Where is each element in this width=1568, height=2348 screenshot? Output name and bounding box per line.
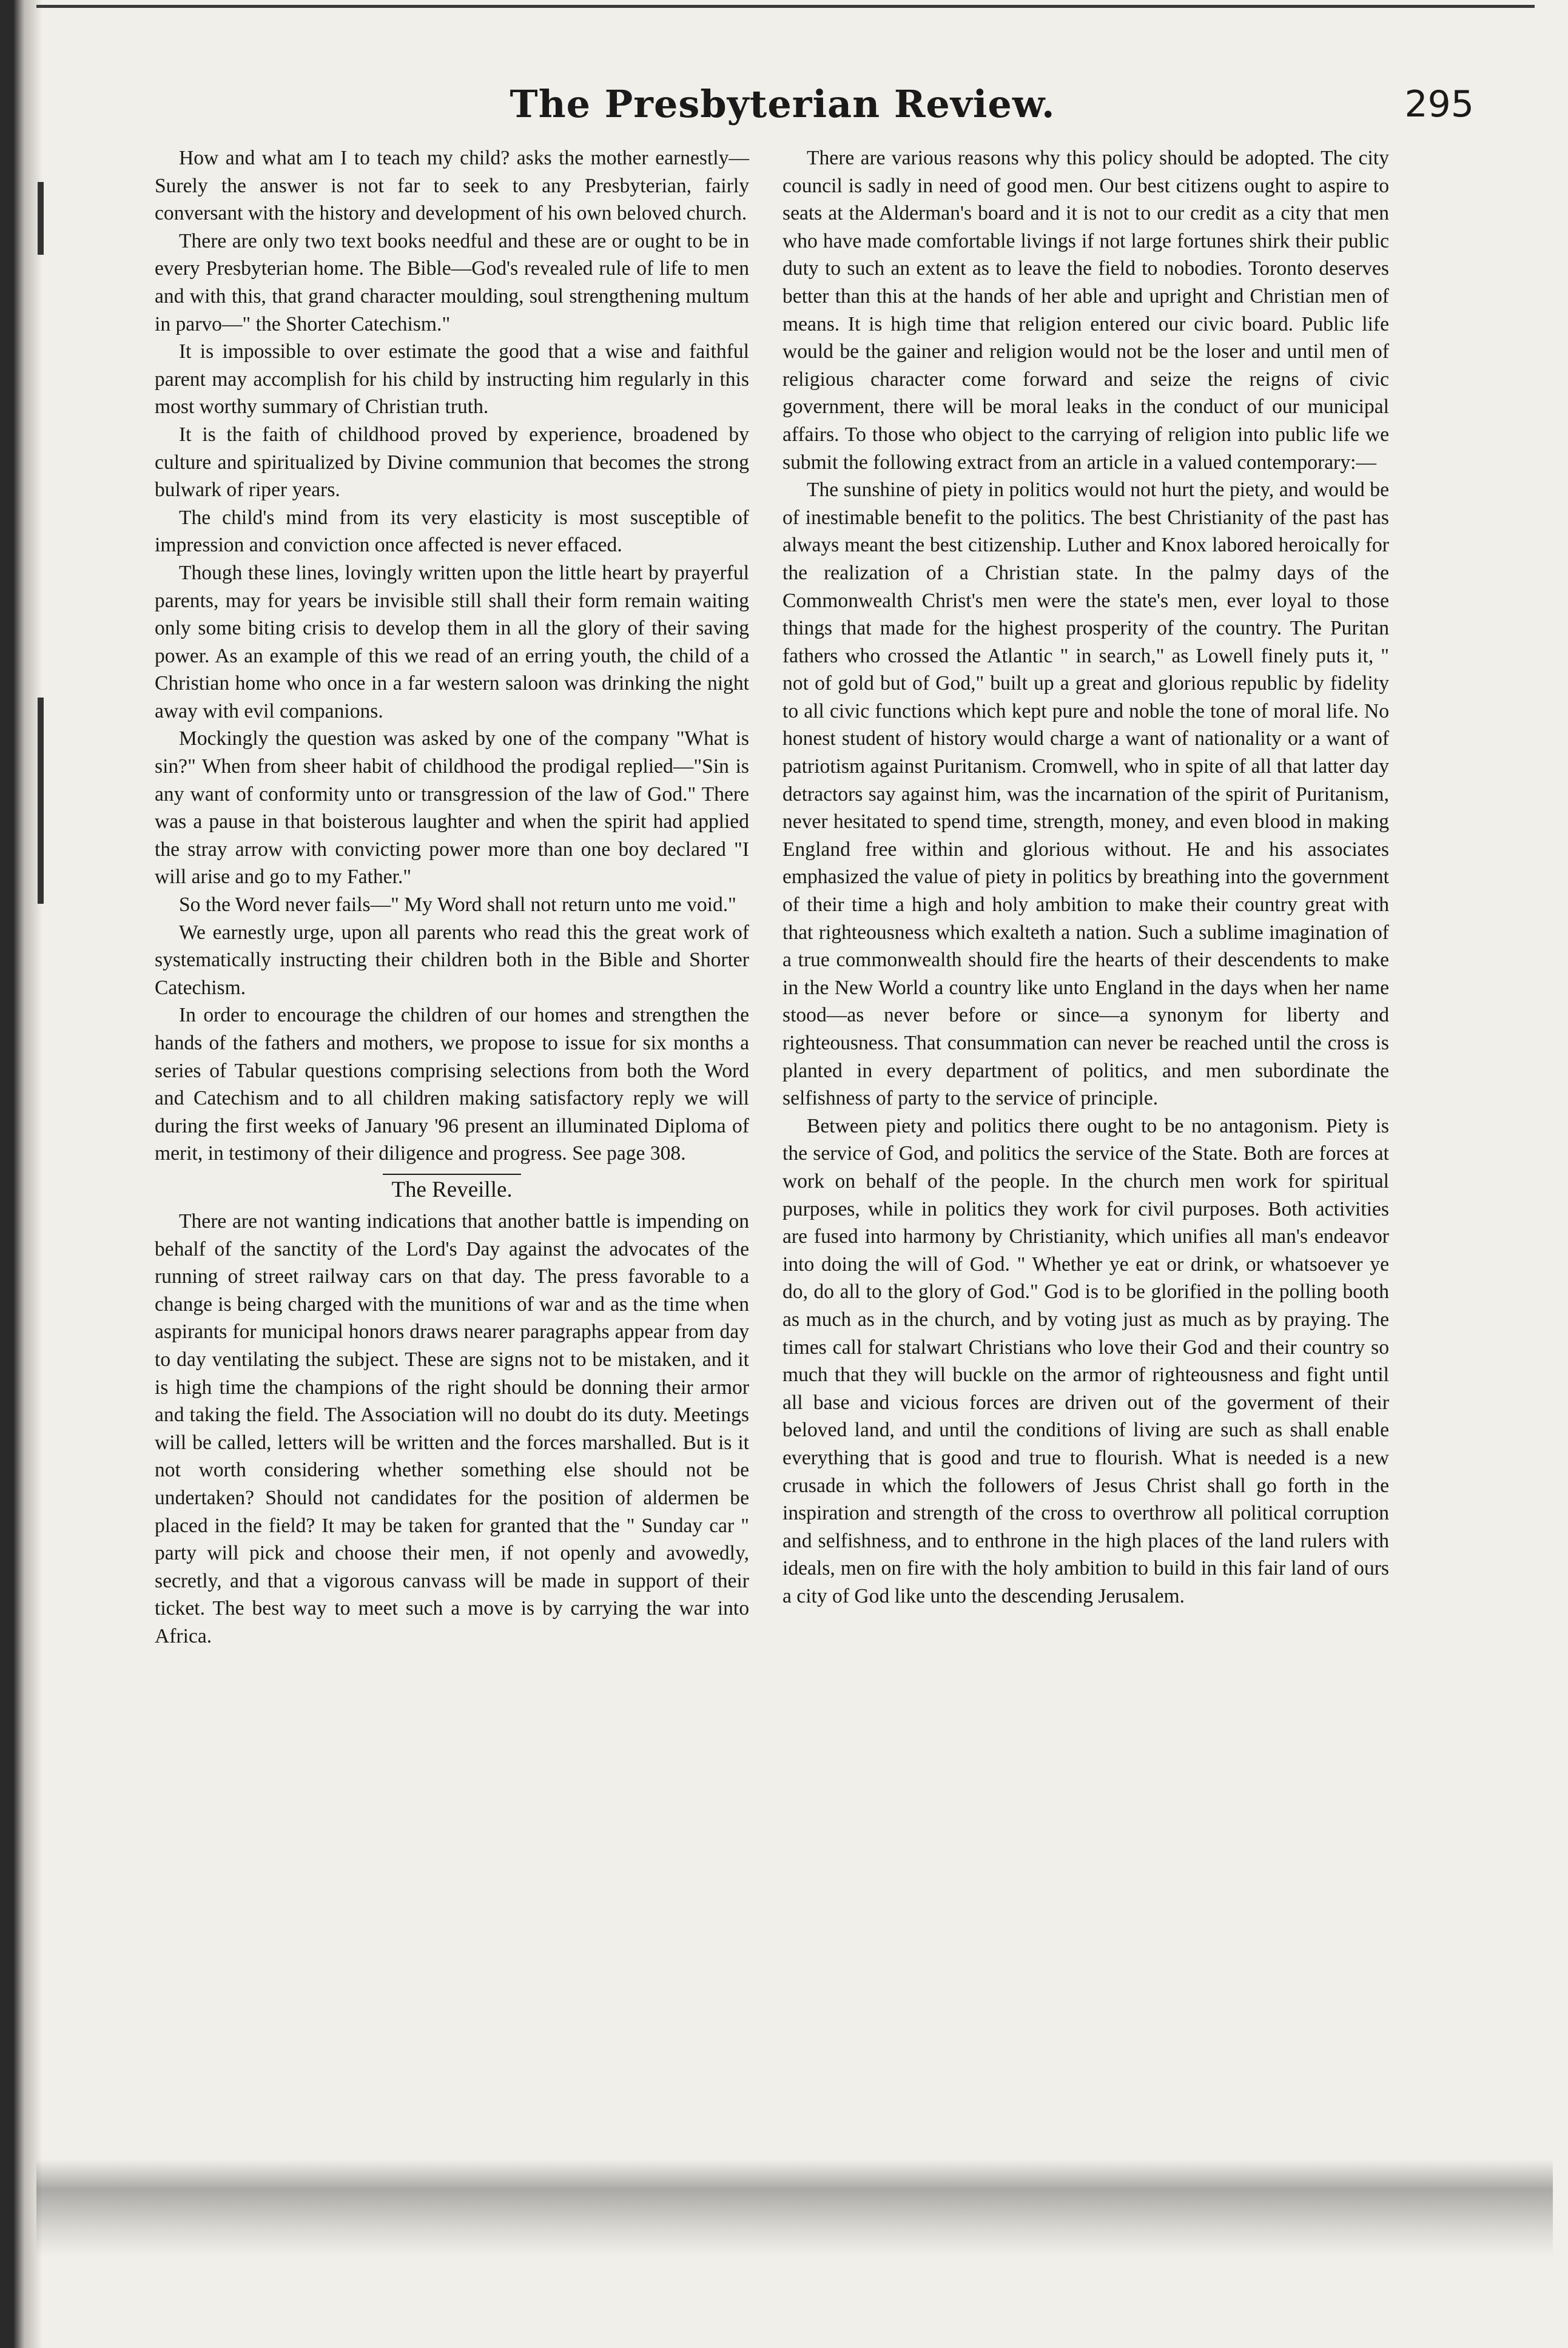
section-heading-text: The Reveille. [383,1174,520,1204]
margin-mark [38,698,44,904]
page-number: 295 [1404,83,1474,126]
article-paragraph: It is the faith of childhood proved by experience, broadened by culture and spiritualized by Divine communion that becomes the strong bulwark of riper years. [155,423,749,502]
article-paragraph: How and what am I to teach my child? asks the mother earnestly—Surely the answer is not far to seek to any Presbyterian, fairly conversant with the history and development of his own beloved church. [155,147,749,225]
quoted-paragraph: Between piety and politics there ought to be no antagonism. Piety is the service of God, and politics the service of the State. Both are forces at work on behalf of the people. In the church men work for spiritual purposes, while in politics they work for civil purposes. Both activities are fused into harmony by Christianity, which unifies all man's endeavor into doing the will of God. " Whether ye eat or drink, or whatsoever ye do, do all to the glory of God." God is to be glorified in the polling booth as much as in the church, and by voting just as much as by praying. The times call for stalwart Christians who love their God and their country so much that they will buckle on the armor of righteousness and fight until all base and vicious forces are driven out of the goverment of their beloved land, and until the conditions of living are such as shall enable everything that is good and true to flourish. What is needed is a new crusade in which the followers of Jesus Christ shall go forth in the inspiration and strength of the cross to overthrow all political corruption and selfishness, and to enthrone in the high places of the land rulers with ideals, men on fire with the holy ambition to build in this fair land of ours a city of God like unto the descending Jerusalem. [782,1114,1389,1607]
section-heading [155,1174,749,1204]
scan-shadow-bottom [36,2159,1553,2256]
scan-shadow-left [0,0,42,2348]
left-column [155,144,749,1650]
article-paragraph: There are only two text books needful and these are or ought to be in every Presbyterian home. The Bible—God's revealed rule of life to men and with this, that grand character moulding, soul strengthening multum in parvo—" the Shorter Catechism." [155,229,749,335]
article-paragraph: There are various reasons why this policy should be adopted. The city council is sadly in need of good men. Our best citizens ought to aspire to seats at the Alderman's board and it is not to our credit as a city that men who have made comfortable livings if not large fortunes shirk their public duty to such an extent as to leave the field to nobodies. Toronto deserves better than this at the hands of her able and upright and Christian men of means. It is high time that religion entered our civic board. Public life would be the gainer and religion would not be the loser and until men of religious character come forward and seize the reigns of civic government, there will be moral leaks in the conduct of our municipal affairs. To those who object to the carrying of religion into public life we submit the following extract from an article in a valued contemporary:— [782,147,1389,474]
article-paragraph: In order to encourage the children of our homes and strengthen the hands of the fathers and mothers, we propose to issue for six months a series of Tabular questions comprising selections from both the Word and Catechism and to all children making satisfactory reply we will during the first weeks of January '96 present an illuminated Diploma of merit, in testimony of their diligence and progress. See page 308. [155,1004,749,1165]
quoted-paragraph: The sunshine of piety in politics would not hurt the piety, and would be of inestimable benefit to the politics. The best Christianity of the past has always meant the best citizenship. Luther and Knox labored heroically for the realization of a Christian state. In the palmy days of the Commonwealth Christ's men were the state's men, ever loyal to those things that made for the highest prosperity of the country. The Puritan fathers who crossed the Atlantic " in search," as Lowell finely puts it, " not of gold but of God," built up a great and glorious republic by fidelity to all civic functions which kept pure and noble the tone of moral life. No honest student of history would charge a want of nationality or a want of patriotism against Puritanism. Cromwell, who in spite of all that latter day detractors say against him, was the incarnation of the spirit of Puritanism, never hesitated to spend time, strength, money, and even blood in making England free within and glorious without. He and his associates emphasized the value of piety in politics by breathing into the government of their time a high and holy ambition to make their country great with that righteousness which exalteth a nation. Such a sublime imagination of a true commonwealth should fire the hearts of their descendents to make in the New World a country like unto England in the days when her name stood—as never before or since—a synonym for liberty and righteousness. That consummation can never be reached until the cross is planted in every department of politics, and men subordinate the selfishness of party to the service of principle. [782,479,1389,1110]
right-column [782,144,1389,1610]
article-paragraph: So the Word never fails—" My Word shall not return unto me void." [179,893,736,917]
article-paragraph: Mockingly the question was asked by one of the company "What is sin?" When from sheer habit of childhood the prodigal replied—"Sin is any want of conformity unto or transgression of the law of God." There was a pause in that boisterous laughter and when the spirit had applied the stray arrow with convicting power more than one boy declared "I will arise and go to my Father." [155,727,749,889]
article-paragraph: It is impossible to over estimate the good that a wise and faithful parent may accomplish for his child by instructing him regularly in this most worthy summary of Christian truth. [155,340,749,419]
article-paragraph: We earnestly urge, upon all parents who read this the great work of systematically instructing their children both in the Bible and Shorter Catechism. [155,921,749,999]
article-paragraph: Though these lines, lovingly written upon the little heart by prayerful parents, may for years be invisible still shall their form remain waiting only some biting crisis to develop them in all the glory of their saving power. As an example of this we read of an erring youth, the child of a Christian home who once in a far western saloon was drinking the night away with evil companions. [155,561,749,722]
publication-title: The Presbyterian Review. [510,82,1055,126]
margin-mark [38,182,44,255]
page-header [91,82,1474,136]
article-paragraph: The child's mind from its very elasticity is most susceptible of impression and conviction once affected is never effaced. [155,506,749,557]
scan-top-rule [36,5,1535,8]
article-paragraph: There are not wanting indications that another battle is impending on behalf of the sanctity of the Lord's Day against the advocates of the running of street railway cars on that day. The press favorable to a change is being charged with the munitions of war and as the time when aspirants for municipal honors draws nearer paragraphs appear from day to day ventilating the subject. These are signs not to be mistaken, and it is high time the champions of the right should be donning their armor and taking the field. The Association will no doubt do its duty. Meetings will be called, letters will be written and the forces marshalled. But is it not worth considering whether something else should not be undertaken? Should not candidates for the position of aldermen be placed in the field? It may be taken for granted that the " Sunday car " party will pick and choose their men, if not openly and avowedly, secretly, and that a vigorous canvass will be made in support of their ticket. The best way to meet such a move is by carrying the war into Africa. [155,1209,749,1647]
